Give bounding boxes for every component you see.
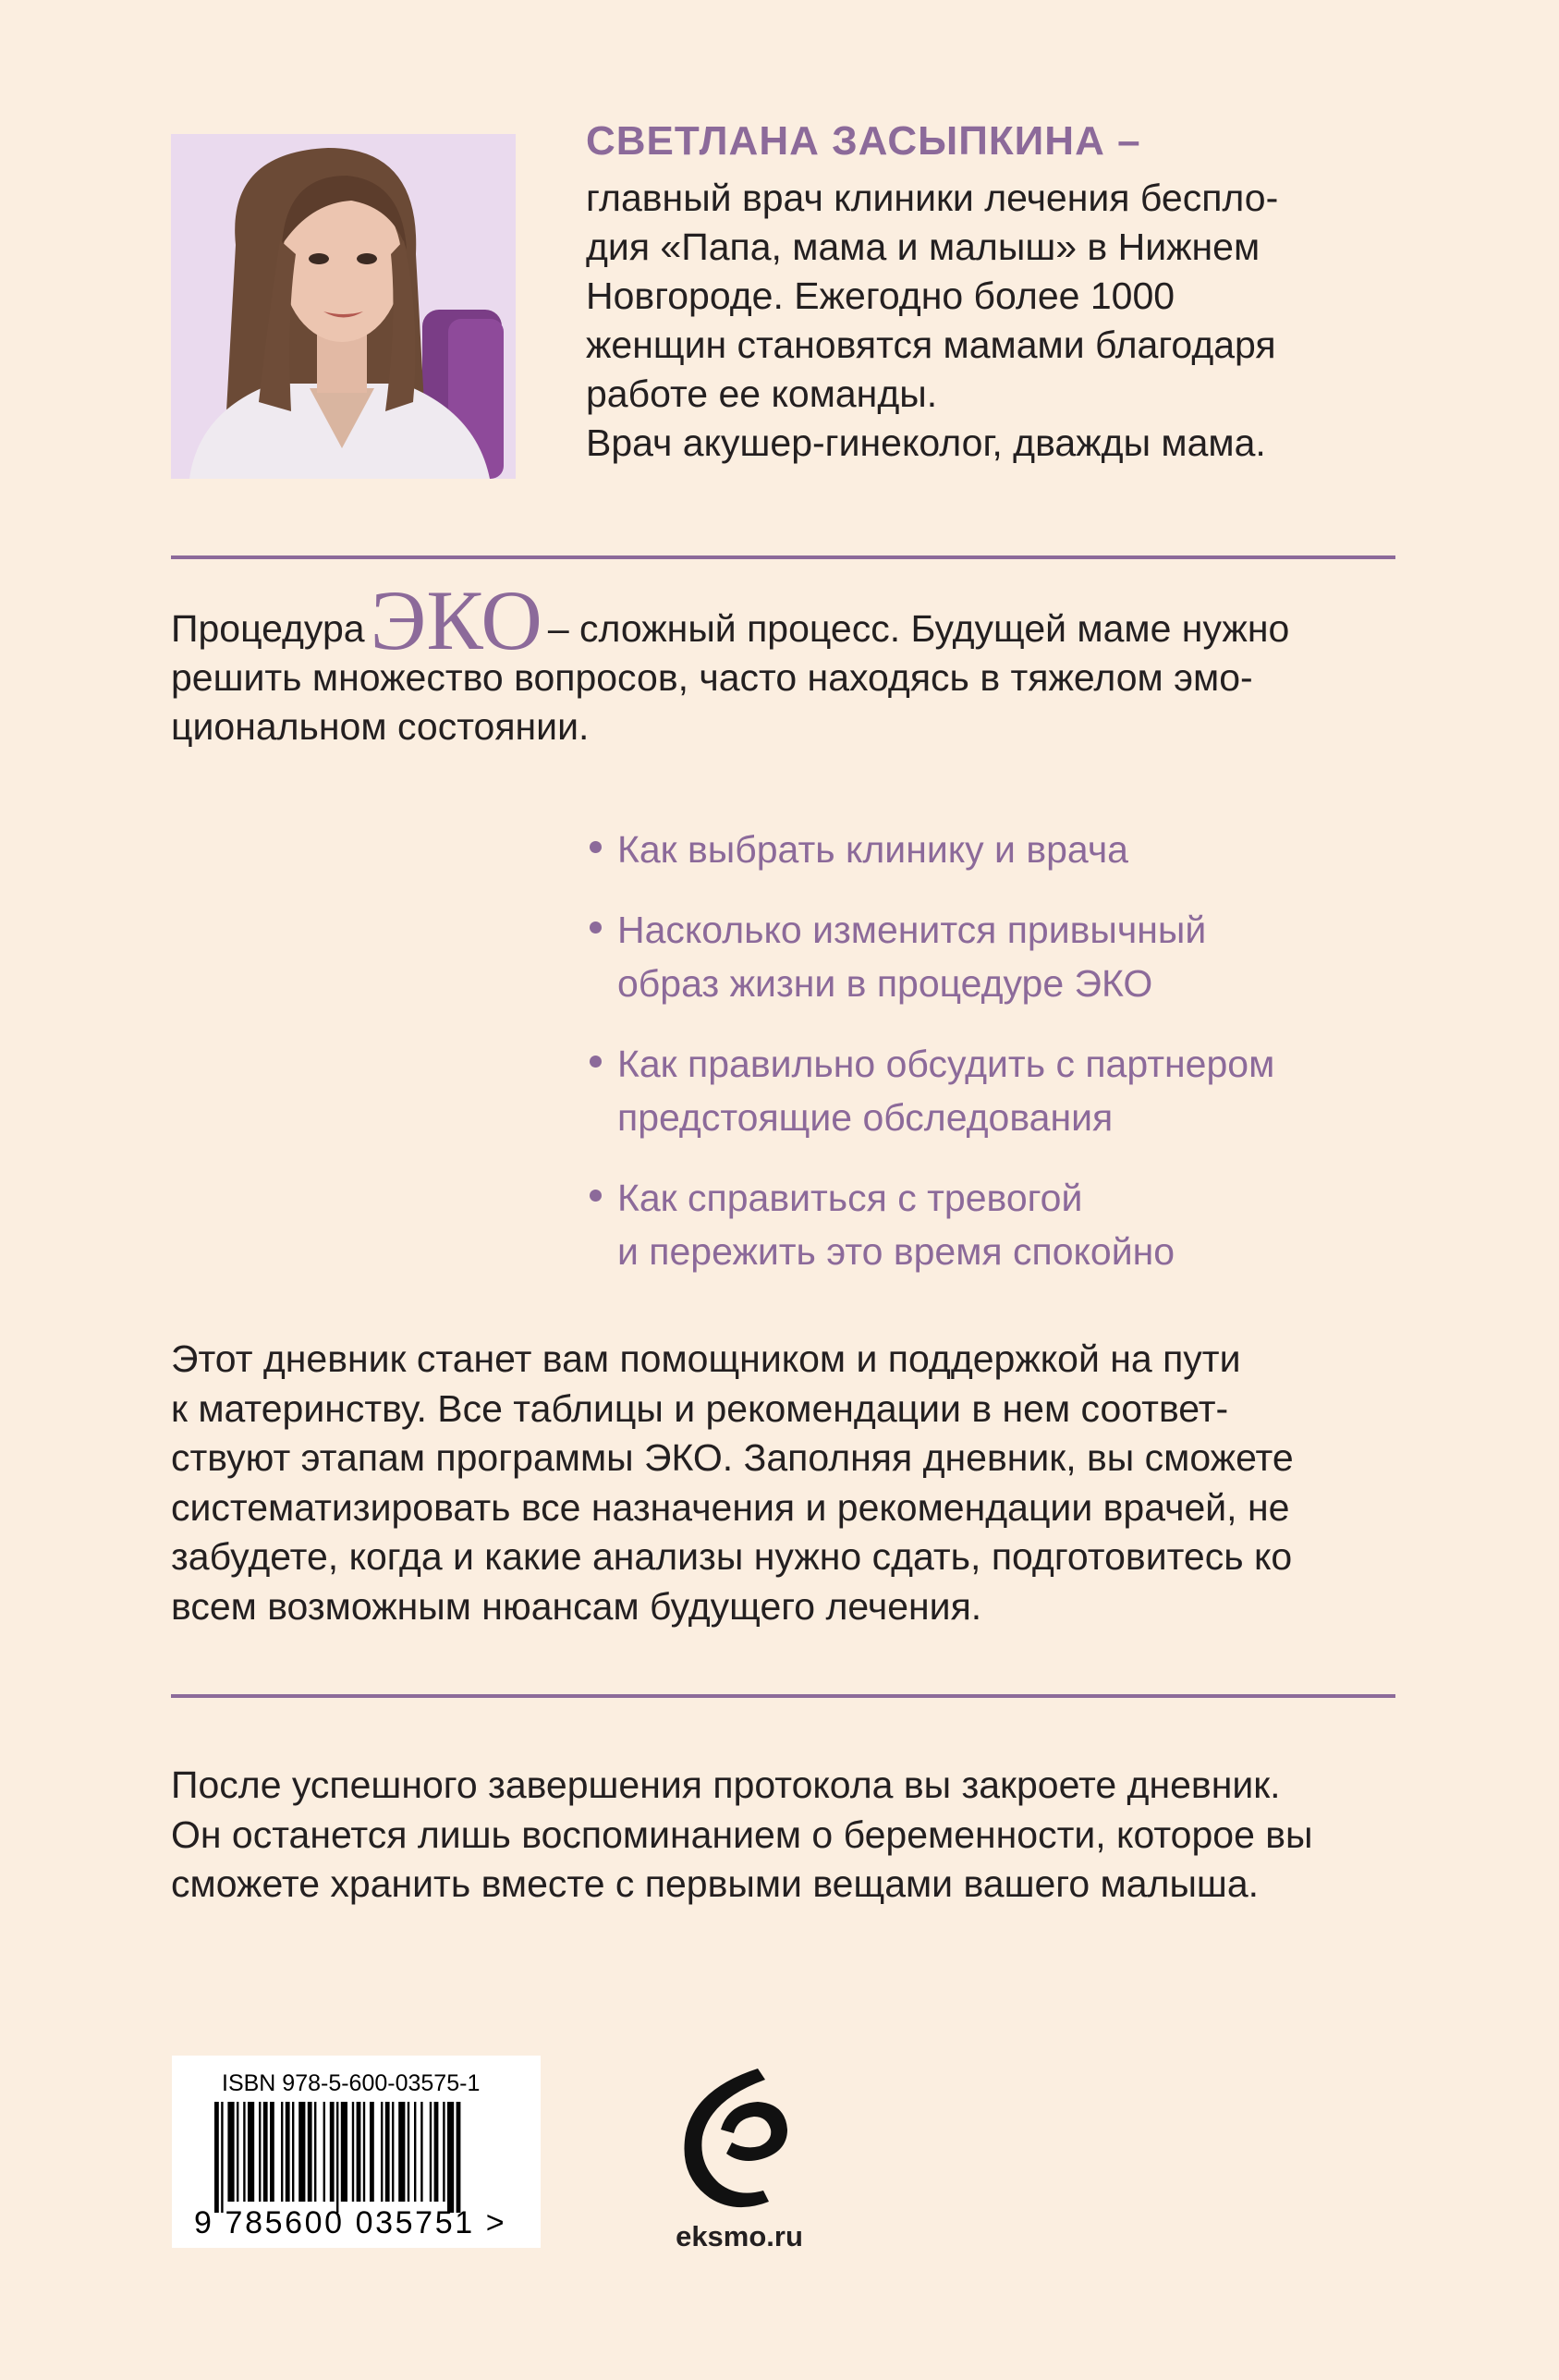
list-item <box>588 1037 1419 1144</box>
barcode-bar <box>214 2102 219 2213</box>
barcode-bar <box>227 2102 234 2202</box>
barcode-bar <box>363 2102 365 2202</box>
barcode-bar <box>430 2102 432 2202</box>
list-item <box>588 823 1419 876</box>
eko-highlight-word: ЭКО <box>370 573 542 667</box>
closing-line: Он останется лишь воспоминанием о беременности, которое вы <box>171 1812 1313 1856</box>
closing-line: После успешного завершения протокола вы закроете дневник. <box>171 1764 1281 1806</box>
barcode-bar <box>298 2102 305 2202</box>
list-item-line: предстоящие обследования <box>617 1096 1114 1139</box>
closing-line: сможете хранить вместе с первыми вещами вашего малыша. <box>171 1862 1260 1905</box>
author-portrait-illustration <box>171 134 516 479</box>
bullet-dot-icon <box>590 1190 602 1202</box>
author-bio-line: дия «Папа, мама и малыш» в Нижнем <box>586 226 1261 268</box>
barcode-bar <box>414 2102 416 2202</box>
barcode-bar <box>434 2102 439 2202</box>
author-bio-line: Новгороде. Ежегодно более 1000 <box>586 275 1175 317</box>
barcode-bar <box>357 2102 361 2202</box>
description-line: всем возможным нюансам будущего лечения. <box>171 1584 982 1628</box>
list-item <box>588 903 1419 1010</box>
barcode-bar <box>336 2102 338 2213</box>
description-line: Этот дневник станет вам помощником и поддержкой на пути <box>171 1337 1241 1380</box>
barcode-bar <box>281 2102 283 2202</box>
isbn-label: ISBN 978-5-600-03575-1 <box>222 2070 481 2096</box>
barcode-bar <box>398 2102 405 2202</box>
list-item-line: Как справиться с тревогой <box>617 1177 1083 1219</box>
publisher-url: eksmo.ru <box>676 2220 803 2252</box>
barcode-bar <box>248 2102 254 2202</box>
divider-top <box>171 555 1395 559</box>
author-bio-line: главный врач клиники лечения беспло- <box>586 177 1279 219</box>
barcode-bar <box>270 2102 274 2202</box>
barcode-bar <box>341 2102 347 2202</box>
barcode-bar <box>408 2102 409 2202</box>
barcode-bar <box>243 2102 245 2202</box>
list-item <box>588 1171 1419 1278</box>
description-paragraph <box>171 1335 1400 1631</box>
author-bio <box>586 174 1418 468</box>
bullet-dot-icon <box>590 1056 602 1068</box>
intro-text-before: Процедура <box>171 607 365 650</box>
eksmo-logo <box>673 2063 802 2215</box>
bullet-dot-icon <box>590 841 602 853</box>
barcode-digits: 9 785600 035751 > <box>194 2205 507 2240</box>
closing-paragraph <box>171 1761 1400 1910</box>
barcode-bar <box>323 2102 325 2202</box>
description-line: систематизировать все назначения и рекомендации врачей, не <box>171 1485 1290 1529</box>
author-bio-line: работе ее команды. <box>586 372 938 415</box>
barcode-bar <box>259 2102 261 2202</box>
list-item-line: Как выбрать клинику и врача <box>617 828 1128 871</box>
author-bio-line: женщин становятся мамами благодаря <box>586 323 1276 366</box>
barcode-bar <box>370 2102 374 2202</box>
author-name: СВЕТЛАНА ЗАСЫПКИНА – <box>586 118 1141 164</box>
barcode-bar <box>352 2102 354 2202</box>
barcode-bar <box>292 2102 294 2202</box>
barcode-bar <box>221 2102 223 2213</box>
intro-line-2: решить множество вопросов, часто находясь в тяжелом эмо- <box>171 656 1253 699</box>
list-item-line: образ жизни в процедуре ЭКО <box>617 962 1153 1005</box>
barcode-bar <box>330 2102 335 2202</box>
barcode-bar <box>447 2102 454 2213</box>
description-line: забудете, когда и какие анализы нужно сдать, подготовитесь ко <box>171 1535 1293 1578</box>
barcode-bar <box>237 2102 238 2202</box>
barcode-bar <box>381 2102 383 2202</box>
barcode-bar <box>308 2102 312 2202</box>
intro-paragraph <box>171 573 1400 751</box>
list-item-line: Как правильно обсудить с партнером <box>617 1043 1275 1085</box>
intro-line-1 <box>171 573 1400 667</box>
description-line: к материнству. Все таблицы и рекомендации в нем соответ- <box>171 1386 1229 1430</box>
list-item-line: Насколько изменится привычный <box>617 909 1207 951</box>
barcode-bar <box>420 2102 422 2202</box>
list-item-line: и пережить это время спокойно <box>617 1230 1175 1273</box>
barcode-bar <box>263 2102 268 2202</box>
divider-bottom <box>171 1694 1395 1698</box>
author-photo <box>171 134 516 479</box>
intro-line-3: циональном состоянии. <box>171 705 590 748</box>
bullet-dot-icon <box>590 921 602 934</box>
eksmo-logo-icon <box>673 2063 802 2211</box>
barcode-block <box>172 2056 541 2248</box>
barcode-bar <box>457 2102 461 2213</box>
barcode-bar <box>392 2102 394 2202</box>
barcode-bar <box>443 2102 445 2202</box>
intro-text-after: – сложный процесс. Будущей маме нужно <box>547 607 1290 650</box>
barcode-bar <box>314 2102 316 2202</box>
topics-list <box>588 823 1419 1305</box>
description-line: ствуют этапам программы ЭКО. Заполняя дневник, вы сможете <box>171 1436 1294 1479</box>
barcode-bar <box>385 2102 390 2202</box>
barcode-bar <box>286 2102 290 2202</box>
author-bio-line: Врач акушер-гинеколог, дважды мама. <box>586 421 1266 464</box>
